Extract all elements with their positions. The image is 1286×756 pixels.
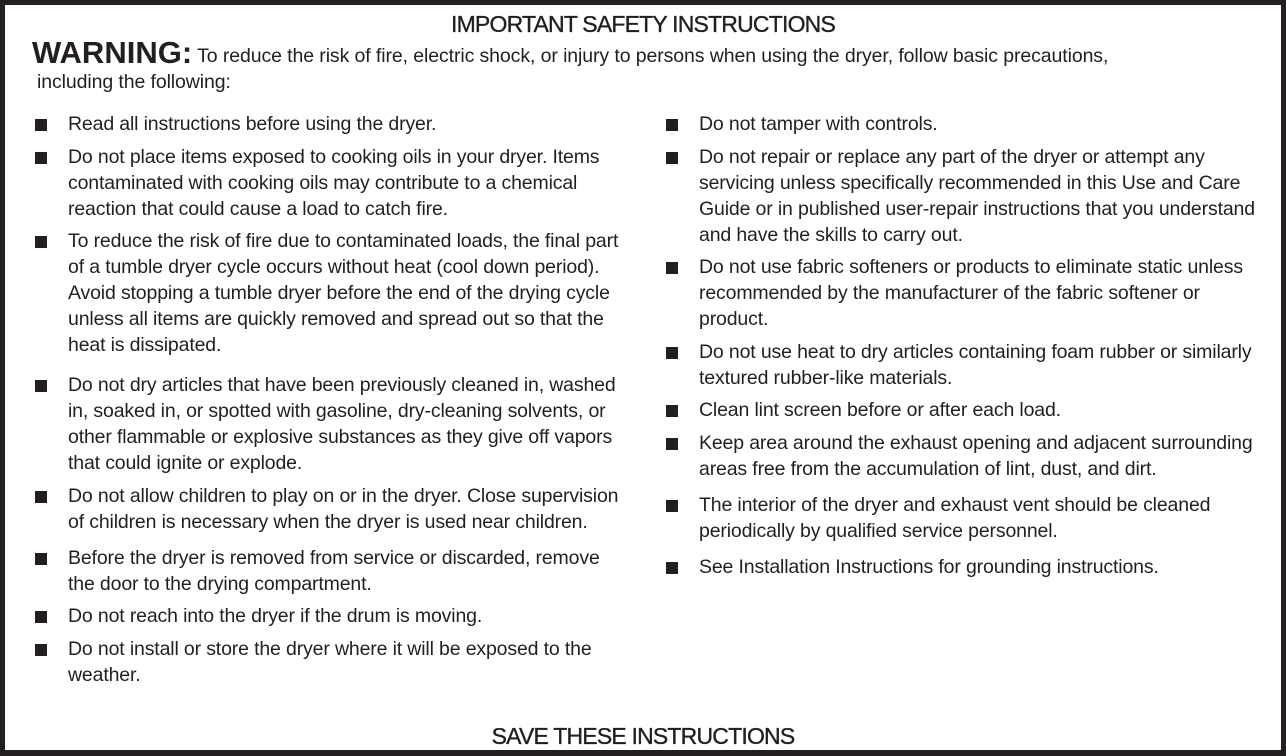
list-item bbox=[32, 636, 622, 688]
list-item-text: Before the dryer is removed from service or discarded, remove the door to the drying compartment. bbox=[68, 546, 600, 595]
list-item-text: Do not dry articles that have been previously cleaned in, washed in, soaked in, or spotted with gasoline, dry-cleaning solvents, or other flammable or explosive substances as they give off vapors that could ignite or explode. bbox=[68, 374, 616, 474]
square-bullet-icon bbox=[666, 500, 678, 512]
list-item-text: See Installation Instructions for grounding instructions. bbox=[699, 555, 1159, 578]
right-instruction-list bbox=[663, 111, 1263, 586]
square-bullet-icon bbox=[35, 491, 47, 503]
list-item-text: Do not use heat to dry articles containing foam rubber or similarly textured rubber-like materials. bbox=[699, 340, 1252, 389]
list-item bbox=[663, 430, 1263, 482]
list-item bbox=[32, 372, 622, 476]
list-item-text: Do not tamper with controls. bbox=[699, 113, 938, 135]
left-instruction-list bbox=[32, 111, 622, 694]
list-item bbox=[663, 254, 1263, 332]
list-item bbox=[32, 111, 622, 137]
list-item-text: Do not reach into the dryer if the drum is moving. bbox=[68, 605, 483, 627]
list-item-text: Do not allow children to play on or in the dryer. Close supervision of children is necessary when the dryer is used near children. bbox=[68, 484, 619, 533]
warning-statement bbox=[32, 35, 1262, 95]
list-item bbox=[32, 483, 622, 535]
square-bullet-icon bbox=[666, 438, 678, 450]
list-item bbox=[663, 111, 1263, 137]
warning-label: WARNING: bbox=[32, 35, 193, 70]
list-item bbox=[32, 144, 622, 222]
list-item bbox=[32, 603, 622, 629]
list-item-text: Do not place items exposed to cooking oils in your dryer. Items contaminated with cooking oils may contribute to a chemical reaction that could cause a load to catch fire. bbox=[68, 145, 600, 220]
list-item-text: Do not use fabric softeners or products to eliminate static unless recommended by the manufacturer of the fabric softener or product. bbox=[699, 256, 1243, 330]
list-item-text: To reduce the risk of fire due to contaminated loads, the final part of a tumble dryer cycle occurs without heat (cool down period). Avoid stopping a tumble dryer before the end of the drying cycle unless all items are quickly removed and spread out so that the heat is dissipated. bbox=[68, 230, 619, 356]
list-item bbox=[663, 554, 1263, 580]
square-bullet-icon bbox=[666, 347, 678, 359]
square-bullet-icon bbox=[666, 152, 678, 164]
square-bullet-icon bbox=[35, 152, 47, 164]
square-bullet-icon bbox=[35, 644, 47, 656]
warning-continuation: including the following: bbox=[37, 71, 231, 93]
list-item bbox=[663, 144, 1263, 248]
list-item-text: Read all instructions before using the dryer. bbox=[68, 113, 437, 135]
square-bullet-icon bbox=[35, 553, 47, 565]
list-item-text: Keep area around the exhaust opening and adjacent surrounding areas free from the accumulation of lint, dust, and dirt. bbox=[699, 431, 1253, 480]
square-bullet-icon bbox=[666, 119, 678, 131]
list-item bbox=[663, 397, 1263, 423]
page-title: IMPORTANT SAFETY INSTRUCTIONS bbox=[450, 11, 836, 37]
list-item-text: Clean lint screen before or after each load. bbox=[699, 399, 1061, 421]
list-item-text: Do not install or store the dryer where it will be exposed to the weather. bbox=[68, 637, 592, 686]
list-item-text: The interior of the dryer and exhaust vent should be cleaned periodically by qualified service personnel. bbox=[699, 493, 1211, 542]
square-bullet-icon bbox=[35, 611, 47, 623]
list-item bbox=[663, 492, 1263, 544]
list-item bbox=[32, 545, 622, 597]
square-bullet-icon bbox=[35, 119, 47, 131]
square-bullet-icon bbox=[35, 380, 47, 392]
square-bullet-icon bbox=[666, 262, 678, 274]
square-bullet-icon bbox=[666, 405, 678, 417]
save-instructions-footer: SAVE THESE INSTRUCTIONS bbox=[491, 723, 795, 749]
list-item bbox=[32, 228, 622, 358]
list-item-text: Do not repair or replace any part of the dryer or attempt any servicing unless specifically recommended in this Use and Care Guide or in published user-repair instructions that you understand and have the skills to carry out. bbox=[699, 145, 1255, 246]
warning-text: To reduce the risk of fire, electric shock, or injury to persons when using the dryer, follow basic precautions, bbox=[192, 45, 1109, 67]
square-bullet-icon bbox=[35, 236, 47, 248]
square-bullet-icon bbox=[666, 562, 678, 574]
list-item bbox=[663, 339, 1263, 391]
